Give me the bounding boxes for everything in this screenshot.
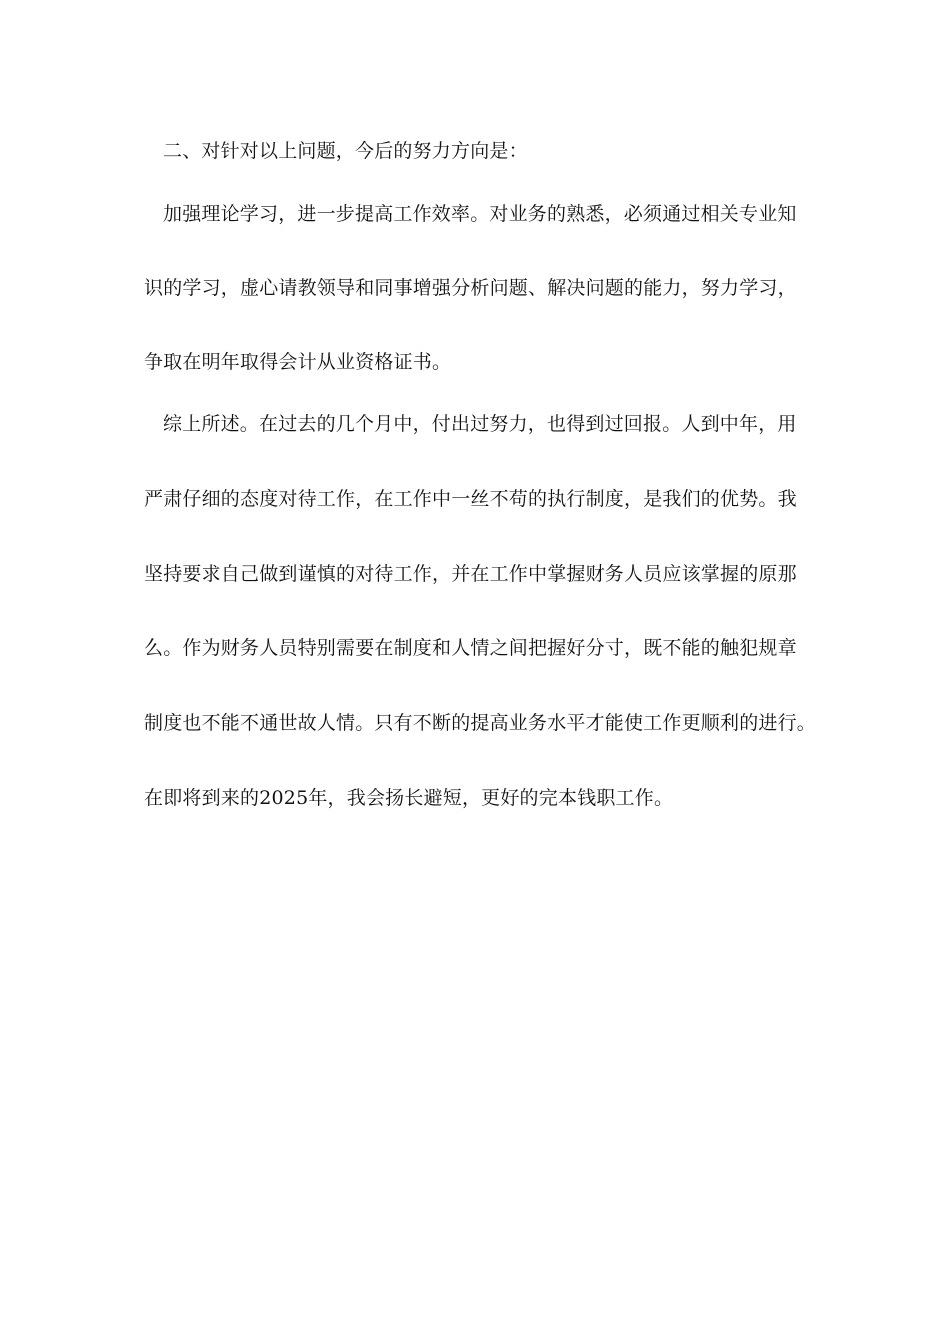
paragraph-1-line-3: 争取在明年取得会计从业资格证书。 bbox=[144, 351, 452, 373]
paragraph-1-line-2: 识的学习，虚心请教领导和同事增强分析问题、解决问题的能力，努力学习， bbox=[144, 277, 797, 299]
paragraph-2-line-5: 制度也不能不通世故人情。只有不断的提高业务水平才能使工作更顺利的进行。 bbox=[144, 712, 817, 734]
paragraph-2-line-6 bbox=[144, 786, 673, 810]
paragraph-2-line-2: 严肃仔细的态度对待工作，在工作中一丝不苟的执行制度，是我们的优势。我 bbox=[144, 488, 797, 510]
paragraph-2-line-4: 么。作为财务人员特别需要在制度和人情之间把握好分寸，既不能的触犯规章 bbox=[144, 637, 797, 659]
paragraph-2-line-1: 综上所述。在过去的几个月中，付出过努力，也得到过回报。人到中年，用 bbox=[163, 413, 797, 435]
year-number: 2025 bbox=[259, 787, 309, 809]
line-6-after-year: 年，我会扬长避短，更好的完本钱职工作。 bbox=[308, 787, 674, 809]
paragraph-2-line-3: 坚持要求自己做到谨慎的对待工作，并在工作中掌握财务人员应该掌握的原那 bbox=[144, 563, 797, 585]
line-6-before-year: 在即将到来的 bbox=[144, 787, 260, 809]
paragraph-1-line-1: 加强理论学习，进一步提高工作效率。对业务的熟悉，必须通过相关专业知 bbox=[163, 203, 797, 225]
section-heading: 二、对针对以上问题，今后的努力方向是： bbox=[163, 140, 528, 162]
